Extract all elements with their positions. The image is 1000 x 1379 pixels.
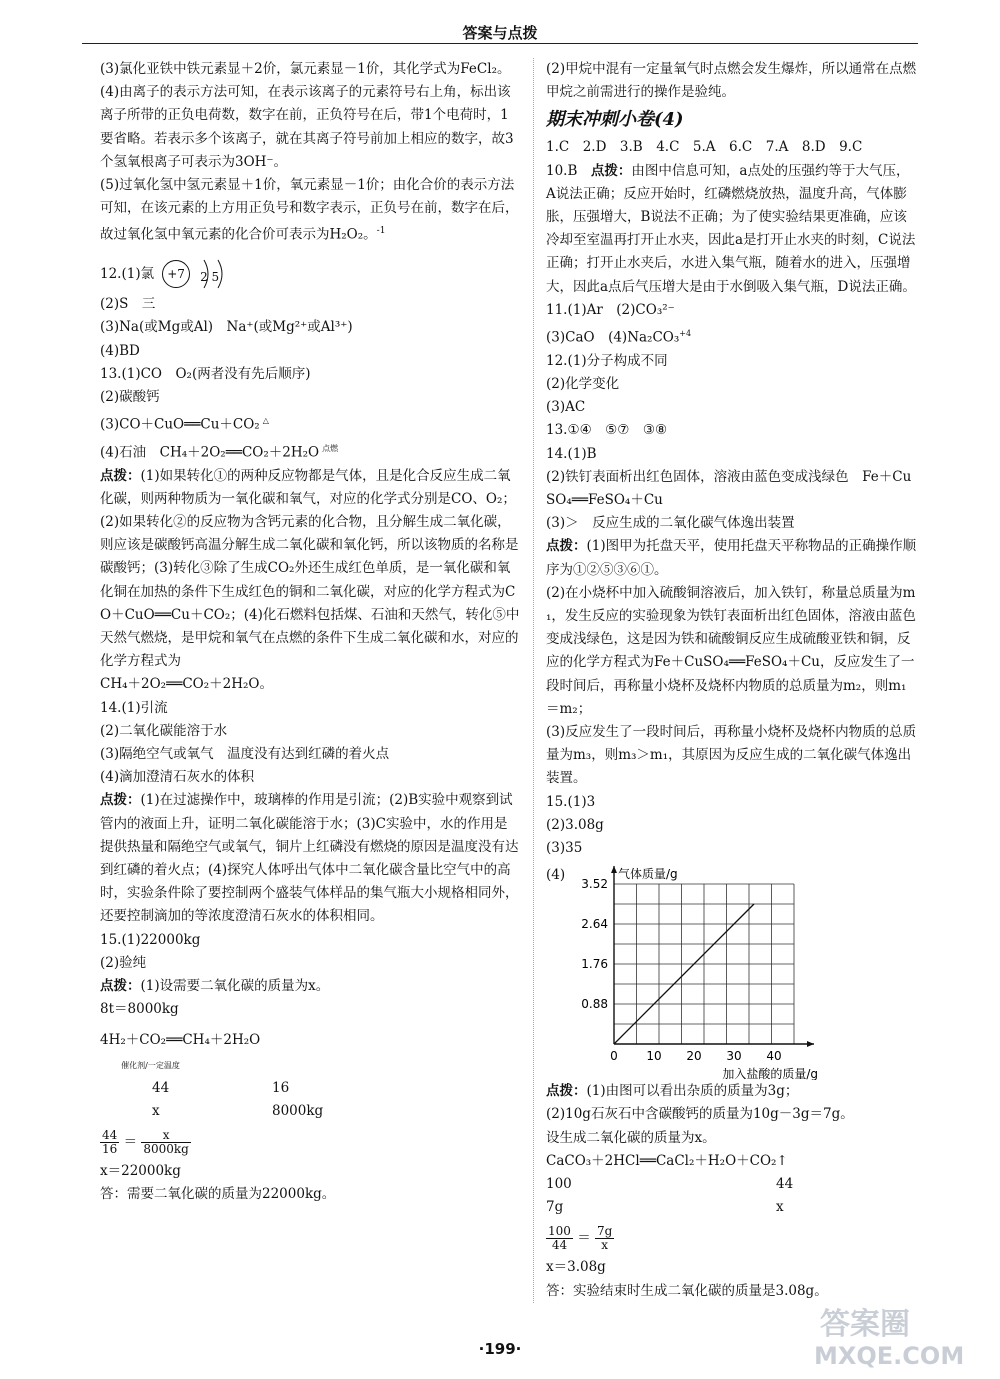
column-divider: [533, 58, 534, 1303]
ratio-row: 44 16: [152, 1079, 290, 1096]
ratio-row: 7g x: [546, 1199, 784, 1216]
header-divider: [82, 43, 918, 44]
tip-paragraph: 点拨：(1)由图可以看出杂质的质量为3g；: [546, 1083, 799, 1100]
answer-line: x＝3.08g: [546, 1259, 606, 1276]
multiple-choice-answers: 1.C 2.D 3.B 4.C 5.A 6.C 7.A 8.D 9.C: [546, 139, 863, 156]
answer-line: 14.(1)B: [546, 445, 597, 462]
answer-line: (3)隔绝空气或氧气 温度没有达到红磷的着火点: [100, 745, 390, 762]
right-column: [546, 58, 918, 1303]
proportion: $\frac{100}{44}$ ＝ $\frac{7g}{x}$: [548, 1224, 613, 1253]
y-axis-arrow-icon: [611, 866, 617, 873]
tip-paragraph: 点拨：(1)设需要二氧化碳的质量为x。: [100, 978, 330, 995]
x-tick-label: 0: [610, 1049, 618, 1064]
answer-line: (5)过氧化氢中氢元素显＋1价，氧元素显－1价；由化合价的表示方法可知，在该元素的上方用正负号和数字表示，正负号在前，数字在后，故过氧化氢中氧元素的化合价可表示为H₂O₂。$^{-1}$: [100, 177, 519, 243]
proportion: $\frac{44}{16}$ ＝ $\frac{x}{8000kg}$: [102, 1128, 189, 1157]
section-title: 期末冲刺小卷(4): [546, 109, 684, 131]
answer-line: (3)AC: [546, 399, 586, 416]
answer-line: 11.(1)Ar (2)CO₃²⁻: [546, 301, 675, 318]
y-tick-label: 2.64: [581, 917, 608, 932]
ratio-row: 100 44: [546, 1176, 794, 1193]
tip-paragraph: 点拨：(1)在过滤操作中，玻璃棒的作用是引流；(2)B实验中观察到试管内的液面上升，证明二氧化碳能溶于水；(3)C实验中，水的作用是提供热量和隔绝空气或氧气，铜片上红磷没有燃烧的原因是温度没有达到红磷的着火点；(4)探究人体呼出气体中二氧化碳含量比空气中的高时，实验条件除了要控制两个盛装气体样品的集气瓶大小规格相同外，还要控制滴加的等浓度澄清石灰水的体积相同。: [100, 792, 519, 925]
x-axis-arrow-icon: [807, 1041, 814, 1047]
tip-paragraph: (2)10g石灰石中含碳酸钙的质量为10g－3g＝7g。: [546, 1106, 854, 1123]
equation-line: CaCO₃＋2HCl══CaCl₂＋H₂O＋CO₂↑: [546, 1152, 788, 1169]
atom-nucleus-icon: +7: [162, 260, 190, 288]
x-tick-label: 10: [646, 1049, 662, 1064]
tip-paragraph: (2)在小烧杯中加入硫酸铜溶液后，加入铁钉，称量总质量为m₁，发生反应的实验现象为铁钉表面析出红色固体，溶液由蓝色变成浅绿色，这是因为铁和硫酸铜反应生成硫酸亚铁和铜，反应的化学方程式为Fe＋CuSO₄══FeSO₄＋Cu，反应发生了一段时间后，再称量小烧杯及烧杯内物质的总质量为m₂，则m₁＝m₂；: [546, 584, 916, 717]
answer-line: (3)Na(或Mg或Al) Na⁺(或Mg²⁺或Al³⁺): [100, 319, 353, 336]
series-line: [614, 904, 754, 1044]
equation-line: (4)石油 CH₄＋2O₂══CO₂＋2H₂O $^{点燃}$: [100, 443, 339, 461]
y-tick-label: 3.52: [581, 877, 608, 892]
answer-line: (4)滴加澄清石灰水的体积: [100, 769, 255, 786]
gas-mass-chart: [546, 864, 918, 1080]
y-axis-label: 气体质量/g: [618, 867, 678, 882]
answer-line: (4)BD: [100, 342, 140, 359]
tip-paragraph: 点拨：(1)图甲为托盘天平，使用托盘天平称物品的正确操作顺序为①②⑤③⑥①。: [546, 538, 917, 578]
watermark-logo: [808, 1300, 988, 1372]
answer-line: (3)35: [546, 840, 583, 856]
shell-electron-counts: 2 5: [200, 270, 220, 285]
x-tick-label: 20: [686, 1049, 702, 1064]
answer-line: (3)氯化亚铁中铁元素显＋2价，氯元素显－1价，其化学式为FeCl₂。: [100, 61, 511, 77]
answer-line: 答：实验结束时生成二氧化碳的质量是3.08g。: [546, 1282, 828, 1299]
chart-question-label: (4): [546, 867, 566, 884]
answer-line: x＝22000kg: [100, 1163, 181, 1180]
tip-paragraph: 点拨：(1)如果转化①的两种反应物都是气体，且是化合反应生成二氧化碳，则两种物质为一氧化碳和氧气，对应的化学式分别是CO、O₂；(2)如果转化②的反应物为含钙元素的化合物，且分解生成二氧化碳，则应该是碳酸钙高温分解生成二氧化碳和氧化钙，所以该物质的名称是碳酸钙；(3)转化③除了生成CO₂外还生成红色单质，是一氧化碳和氧化铜在加热的条件下生成红色的铜和二氧化碳，对应的化学方程式为CO＋CuO══Cu＋CO₂；(4)化石燃料包括煤、石油和天然气，转化⑤中天然气燃烧，是甲烷和氧气在点燃的条件下生成二氧化碳和水，对应的化学方程式为: [100, 467, 520, 670]
answer-line: (3)＞ 反应生成的二氧化碳气体逸出装置: [546, 515, 795, 532]
x-axis-label: 加入盐酸的质量/g: [722, 1067, 818, 1081]
answer-line: (2)甲烷中混有一定量氧气时点燃会发生爆炸，所以通常在点燃甲烷之前需进行的操作是验纯。: [546, 61, 917, 101]
electron-shells-icon: [198, 258, 236, 290]
chlorine-atom-structure: [100, 255, 520, 293]
answer-line: (2)化学变化: [546, 375, 620, 392]
answer-line: (2)验纯: [100, 954, 147, 971]
x-tick-label: 30: [726, 1049, 742, 1064]
answer-line: (2)碳酸钙: [100, 388, 160, 405]
tip-paragraph: 设生成二氧化碳的质量为x。: [546, 1129, 716, 1146]
tip-paragraph: 10.B 点拨：由图中信息可知，a点处的压强约等于大气压，A说法正确；反应开始时，红磷燃烧放热，温度升高，气体膨胀，压强增大，B说法不正确；为了使实验结果更准确，应该冷却至室温再打开止水夹，因此a是打开止水夹的时刻，C说法正确；打开止水夹后，水进入集气瓶，随着水的进入，压强增大，因此a点后气压增大是由于水倒吸入集气瓶，D说法正确。: [546, 162, 916, 295]
answer-line: (2)铁钉表面析出红色固体，溶液由蓝色变成浅绿色 Fe＋CuSO₄══FeSO₄＋Cu: [546, 468, 912, 508]
page-header-title: 答案与点拨: [462, 24, 538, 42]
ratio-row: x 8000kg: [152, 1103, 324, 1120]
answer-line: (2)二氧化碳能溶于水: [100, 722, 228, 739]
page-number: ·199·: [478, 1340, 522, 1358]
x-tick-label: 40: [766, 1049, 782, 1064]
y-tick-label: 1.76: [581, 957, 608, 972]
answer-line: (4)由离子的表示方法可知，在表示该离子的元素符号右上角，标出该离子所带的正负电荷数，数字在前，正负符号在后，带1个电荷时，1要省略。若表示多个该离子，就在其离子符号前加上相应的数字，故3个氢氧根离子可表示为3OH⁻。: [100, 84, 514, 170]
answer-line: 15.(1)22000kg: [100, 931, 201, 948]
left-column: [100, 58, 520, 1207]
tip-paragraph: (3)反应发生了一段时间后，再称量小烧杯及烧杯内物质的总质量为m₃，则m₃＞m₁，其原因为反应生成的二氧化碳气体逸出装置。: [546, 723, 917, 787]
reaction-condition: 催化剂/一定温度: [121, 1060, 180, 1070]
equation-line: 4H₂＋CO₂══CH₄＋2H₂O 催化剂/一定温度: [100, 1032, 261, 1070]
equation-line: (3)CO＋CuO══Cu＋CO₂ △: [100, 416, 269, 433]
answer-line: 15.(1)3: [546, 793, 596, 810]
equation-line: CH₄＋2O₂══CO₂＋2H₂O。: [100, 676, 273, 693]
answer-line: (2)3.08g: [546, 816, 604, 833]
answer-line: 13.①④ ⑤⑦ ③⑧: [546, 422, 668, 439]
answer-line: 13.(1)CO O₂(两者没有先后顺序): [100, 365, 311, 382]
answer-line: (3)CaO (4)Na₂CO₃$^{+4}$: [546, 329, 692, 346]
y-tick-label: 0.88: [581, 997, 608, 1012]
answer-line: (2)S 三: [100, 296, 156, 313]
question-label: 12.(1)氯: [100, 265, 155, 282]
answer-line: 8t＝8000kg: [100, 1001, 179, 1018]
answer-line: 14.(1)引流: [100, 699, 168, 716]
answer-line: 答：需要二氧化碳的质量为22000kg。: [100, 1186, 336, 1203]
watermark-url: MXQE.COM: [814, 1342, 965, 1370]
chart-svg: [566, 864, 866, 1080]
answer-line: 12.(1)分子构成不同: [546, 352, 668, 369]
watermark-text: 答案圈: [820, 1307, 910, 1342]
